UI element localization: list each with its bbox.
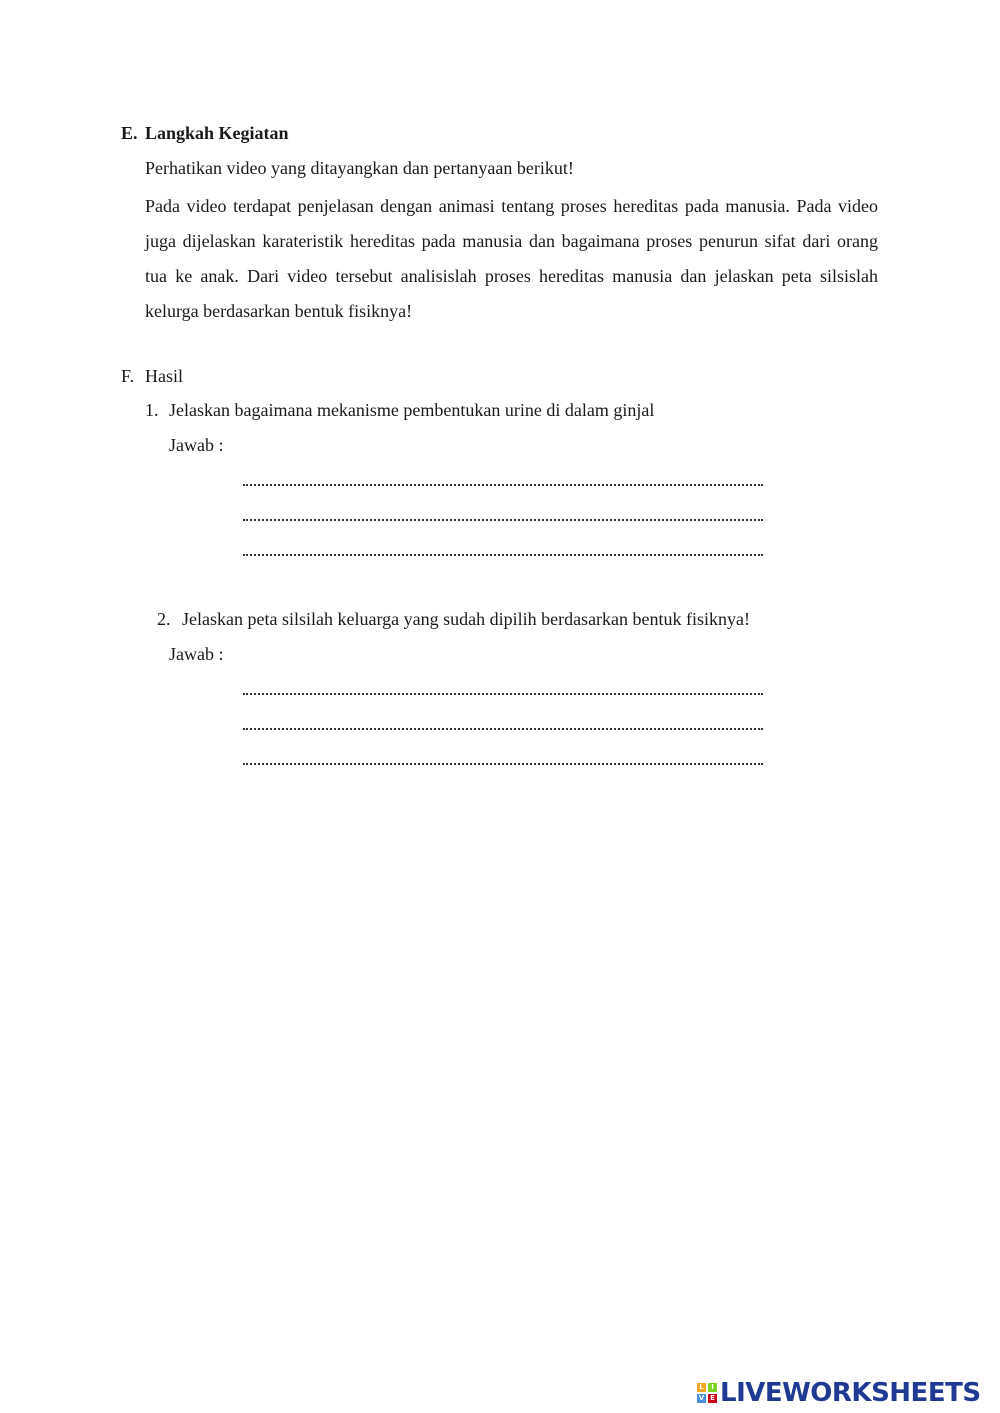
question-2-text: Jelaskan peta silsilah keluarga yang sudah dipilih berdasarkan bentuk fisiknya! xyxy=(182,609,751,629)
section-e-paragraph: Pada video terdapat penjelasan dengan animasi tentang proses hereditas pada manusia. Pada video juga dijelaskan karateristik hereditas pada manusia dan bagaimana proses penurun sifat dari orang tua ke anak. Dari video tersebut analisislah proses hereditas manusia dan jelaskan peta silsislah kelurga berdasarkan bentuk fisiknya! xyxy=(145,196,878,321)
question-1-number: 1. xyxy=(145,400,159,420)
logo-mark-letter: E xyxy=(708,1394,717,1403)
question-2-answer-label: Jawab : xyxy=(169,644,224,664)
liveworksheets-mark-icon xyxy=(697,1383,717,1403)
question-2 xyxy=(157,610,750,628)
question-2-answer-line-2[interactable] xyxy=(243,728,763,730)
question-1-answer-line-1[interactable] xyxy=(243,484,763,486)
question-1 xyxy=(145,401,654,419)
section-e-number: E. xyxy=(121,123,138,143)
section-e-heading xyxy=(121,124,289,142)
logo-mark-letter: V xyxy=(698,1394,705,1402)
question-1-answer-line-2[interactable] xyxy=(243,519,763,521)
question-2-answer-line-3[interactable] xyxy=(243,763,763,765)
question-2-number: 2. xyxy=(157,609,171,629)
question-1-answer-line-3[interactable] xyxy=(243,554,763,556)
question-2-answer-line-1[interactable] xyxy=(243,693,763,695)
question-1-answer-label: Jawab : xyxy=(169,435,224,455)
section-e-intro: Perhatikan video yang ditayangkan dan pertanyaan berikut! xyxy=(145,158,574,178)
liveworksheets-logo xyxy=(697,1379,981,1407)
logo-text: LIVEWORKSHEETS xyxy=(720,1378,981,1408)
section-f-title: Hasil xyxy=(145,366,183,386)
section-f-heading xyxy=(121,367,183,385)
question-1-text: Jelaskan bagaimana mekanisme pembentukan urine di dalam ginjal xyxy=(169,400,655,420)
logo-mark-letter: I xyxy=(708,1383,717,1392)
section-e-title: Langkah Kegiatan xyxy=(145,123,289,143)
section-f-number: F. xyxy=(121,366,135,386)
logo-mark-letter: L xyxy=(697,1383,706,1392)
